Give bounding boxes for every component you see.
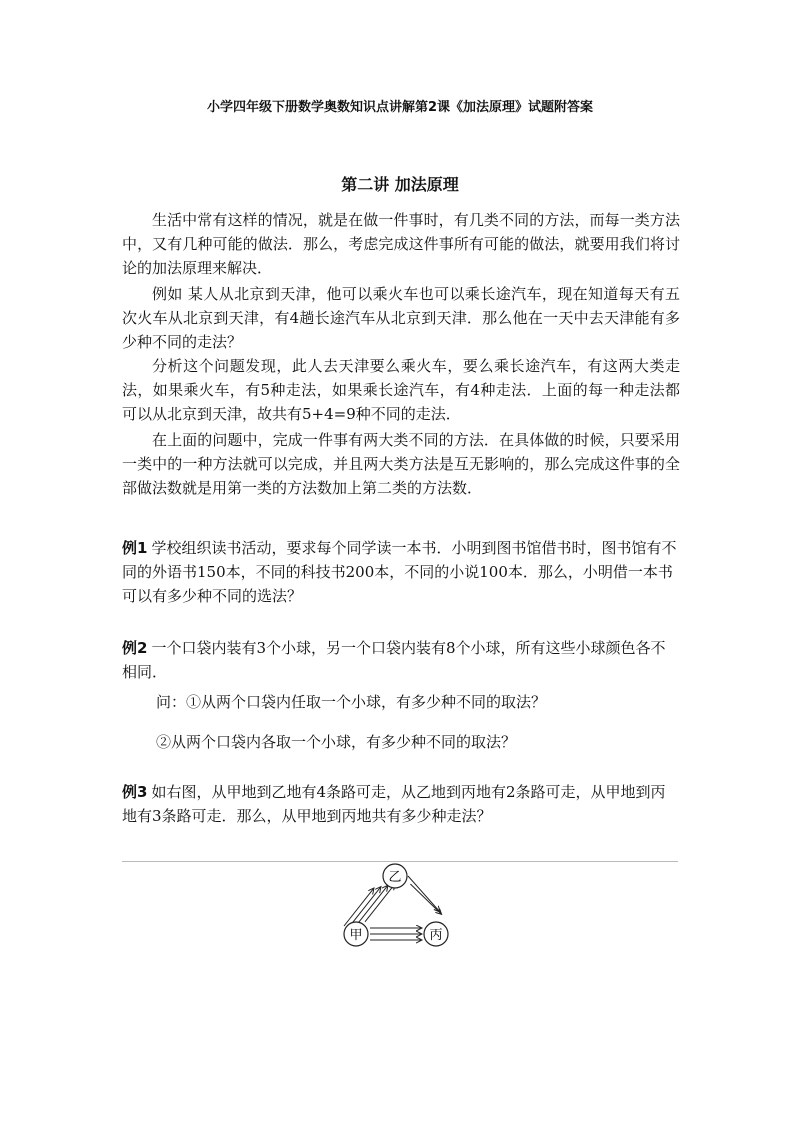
example-1-label: 例1	[122, 539, 148, 557]
example-3	[122, 780, 680, 828]
road-jia-yi	[351, 887, 381, 925]
roads-yi-to-bing	[408, 876, 442, 914]
example-2-text: 一个口袋内装有3个小球，另一个口袋内装有8个小球，所有这些小球颜色各不相同．	[122, 639, 666, 681]
node-bing-label: 丙	[429, 928, 443, 943]
road-jia-yi	[344, 888, 374, 926]
node-jia-label: 甲	[349, 928, 363, 943]
roads-jia-to-bing	[370, 928, 422, 940]
example-intro-paragraph: 例如 某人从北京到天津，他可以乘火车也可以乘长途汽车，现在知道每天有五次火车从北京到天津，有4趟长途汽车从北京到天津．那么他在一天中去天津能有多少种不同的走法？	[122, 285, 680, 351]
document-title: 小学四年级下册数学奥数知识点讲解第2课《加法原理》试题附答案	[206, 100, 594, 115]
road-yi-bing	[408, 876, 440, 912]
principle-paragraph: 在上面的问题中，完成一件事有两大类不同的方法．在具体做的时候，只要采用一类中的一种方法就可以完成，并且两大类方法是互无影响的，那么完成这件事的全部做法数就是用第一类的方法数加上第二类的方法数．	[122, 431, 680, 497]
roads-jia-to-yi	[344, 884, 395, 926]
road-yi-bing	[410, 884, 441, 914]
example-2-label: 例2	[122, 639, 148, 657]
analysis-paragraph: 分析这个问题发现，此人去天津要么乘火车，要么乘长途汽车，有这两大类走法，如果乘火车，有5种走法，如果乘长途汽车，有4种走法．上面的每一种走法都可以从北京到天津，故共有5+4=9种不同的走法．	[122, 357, 680, 423]
example-1	[122, 536, 680, 608]
example-2	[122, 636, 680, 684]
example-3-text: 如右图，从甲地到乙地有4条路可走，从乙地到丙地有2条路可走，从甲地到丙地有3条路可走．那么，从甲地到丙地共有多少种走法？	[122, 783, 666, 825]
example-1-text: 学校组织读书活动，要求每个同学读一本书．小明到图书馆借书时，图书馆有不同的外语书150本，不同的科技书200本，不同的小说100本．那么，小明借一本书可以有多少种不同的选法？	[122, 539, 677, 605]
road-jia-yi	[358, 885, 388, 923]
example-2-question-2: ②从两个口袋内各取一个小球，有多少种不同的取法？	[156, 733, 517, 751]
example-3-label: 例3	[122, 783, 148, 801]
intro-paragraph: 生活中常有这样的情况，就是在做一件事时，有几类不同的方法，而每一类方法中，又有几种可能的做法．那么，考虑完成这件事所有可能的做法，就要用我们将讨论的加法原理来解决．	[122, 211, 680, 277]
road-jia-yi	[365, 884, 395, 922]
lesson-title: 第二讲 加法原理	[341, 175, 459, 194]
road-diagram	[330, 860, 470, 960]
example-2-question-1: 问：①从两个口袋内任取一个小球，有多少种不同的取法？	[156, 693, 547, 711]
node-yi-label: 乙	[388, 870, 402, 885]
